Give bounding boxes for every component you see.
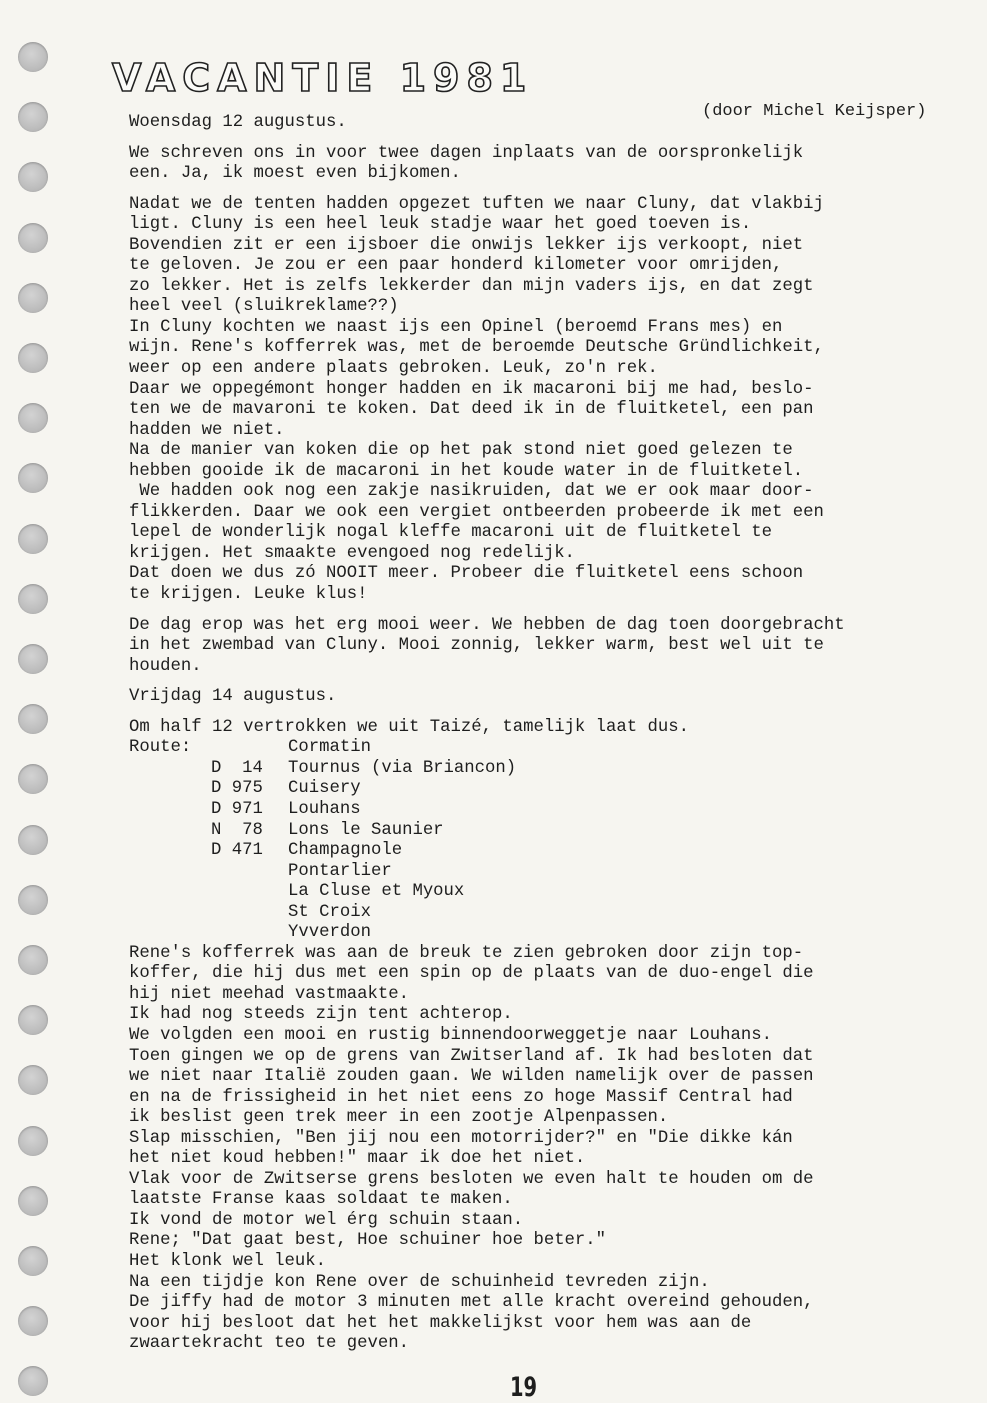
text-line: De dag erop was het erg mooi weer. We hebben de dag toen doorgebracht: [129, 615, 845, 635]
page-title: VACANTIE 1981: [112, 56, 534, 100]
binder-hole-icon: [18, 1126, 48, 1156]
text-line: koffer, die hij dus met een spin op de plaats van de duo-engel die: [129, 964, 814, 984]
route-place: Louhans: [288, 799, 361, 819]
binder-hole-icon: [18, 885, 48, 915]
route-place: La Cluse et Myoux: [288, 882, 465, 902]
binder-hole-icon: [18, 42, 48, 72]
binder-hole-icon: [18, 644, 48, 674]
text-line: Dat doen we dus zó NOOIT meer. Probeer die fluitketel eens schoon: [129, 564, 804, 584]
route-row: [129, 903, 979, 924]
binder-hole-icon: [18, 223, 48, 253]
route-road: D 975: [211, 779, 263, 799]
text-line: Vrijdag 14 augustus.: [129, 687, 337, 707]
binder-hole-icon: [18, 1005, 48, 1035]
route-road: [211, 882, 288, 903]
route-place: Pontarlier: [288, 861, 392, 881]
text-line: Het klonk wel leuk.: [129, 1251, 327, 1271]
text-line: ligt. Cluny is een heel leuk stadje waar het goed toeven is.: [129, 215, 752, 235]
author-credit: (door Michel Keijsper): [702, 102, 927, 121]
route-road: [211, 903, 288, 924]
text-line: heel veel (sluikreklame??): [129, 297, 399, 317]
text-line: te krijgen. Leuke klus!: [129, 585, 368, 605]
binder-hole-icon: [18, 584, 48, 614]
route-row: [129, 759, 979, 780]
text-line: Ik vond de motor wel érg schuin staan.: [129, 1210, 524, 1230]
text-line: We schreven ons in voor twee dagen inplaats van de oorspronkelijk: [129, 143, 804, 163]
binder-hole-icon: [18, 283, 48, 313]
article-body: [129, 113, 979, 1355]
paragraph-gap: [129, 677, 979, 687]
route-road: [211, 738, 288, 759]
text-line: weer op een andere plaats gebroken. Leuk, zo'n rek.: [129, 359, 658, 379]
text-line: ten we de mavaroni te koken. Dat deed ik in de fluitketel, een pan: [129, 400, 814, 420]
text-line: lepel de wonderlijk nogal kleffe macaroni uit de fluitketel te: [129, 523, 772, 543]
text-line: krijgen. Het smaakte evengoed nog redelijk.: [129, 543, 575, 563]
text-line: hebben gooide ik de macaroni in het koude water in de fluitketel.: [129, 461, 804, 481]
binder-hole-icon: [18, 463, 48, 493]
route-label: [129, 821, 211, 842]
binder-hole-icon: [18, 825, 48, 855]
text-block-after-route: [129, 944, 979, 1355]
binder-hole-icon: [18, 524, 48, 554]
text-line: In Cluny kochten we naast ijs een Opinel (beroemd Frans mes) en: [129, 317, 783, 337]
text-line: houden.: [129, 656, 202, 676]
binder-hole-icon: [18, 403, 48, 433]
route-road: [211, 923, 288, 944]
text-line: zo lekker. Het is zelfs lekkerder dan mijn vaders ijs, en dat zegt: [129, 276, 814, 296]
text-line: laatste Franse kaas soldaat te maken.: [129, 1190, 513, 1210]
binder-hole-icon: [18, 1306, 48, 1336]
route-place: Tournus (via Briancon): [288, 758, 517, 778]
binder-hole-icon: [18, 704, 48, 734]
route-place: Champagnole: [288, 841, 403, 861]
text-line: We volgden een mooi en rustig binnendoorweggetje naar Louhans.: [129, 1025, 772, 1045]
text-line: Na de manier van koken die op het pak stond niet goed gelezen te: [129, 441, 793, 461]
text-line: een. Ja, ik moest even bijkomen.: [129, 164, 461, 184]
paragraph-gap: [129, 134, 979, 144]
text-line: zwaartekracht teo te geven.: [129, 1334, 410, 1354]
route-row: [129, 800, 979, 821]
text-line: Vlak voor de Zwitserse grens besloten we even halt te houden om de: [129, 1169, 814, 1189]
text-line: en na de frissigheid in het niet eens zo hoge Massif Central had: [129, 1087, 793, 1107]
paragraph-gap: [129, 606, 979, 616]
binder-hole-icon: [18, 162, 48, 192]
route-label: [129, 841, 211, 862]
text-line: Rene; "Dat gaat best, Hoe schuiner hoe beter.": [129, 1231, 607, 1251]
paragraph-gap: [129, 185, 979, 195]
route-row: [129, 738, 979, 759]
text-line: Slap misschien, "Ben jij nou een motorrijder?" en "Die dikke kán: [129, 1128, 793, 1148]
text-line: De jiffy had de motor 3 minuten met alle kracht overeind gehouden,: [129, 1293, 814, 1313]
route-table: [129, 738, 979, 943]
route-label: [129, 862, 211, 883]
route-label: [129, 759, 211, 780]
binder-hole-icon: [18, 1366, 48, 1396]
route-row: [129, 882, 979, 903]
route-row: [129, 862, 979, 883]
text-line: we niet naar Italië zouden gaan. We wilden namelijk over de passen: [129, 1067, 814, 1087]
binder-hole-icon: [18, 945, 48, 975]
binder-hole-icon: [18, 764, 48, 794]
text-line: Toen gingen we op de grens van Zwitserland af. Ik had besloten dat: [129, 1046, 814, 1066]
text-line: te geloven. Je zou er een paar honderd kilometer voor omrijden,: [129, 256, 783, 276]
binder-hole-icon: [18, 1065, 48, 1095]
text-line: in het zwembad van Cluny. Mooi zonnig, lekker warm, best wel uit te: [129, 636, 824, 656]
route-road: N 78: [211, 820, 263, 840]
page-number: 19: [510, 1372, 538, 1403]
route-label: [129, 800, 211, 821]
text-line: Daar we oppegémont honger hadden en ik macaroni bij me had, beslo-: [129, 379, 814, 399]
binder-hole-icon: [18, 102, 48, 132]
route-row: [129, 779, 979, 800]
text-line: wijn. Rene's kofferrek was, met de beroemde Deutsche Gründlichkeit,: [129, 338, 824, 358]
binder-hole-icon: [18, 1246, 48, 1276]
binder-hole-icon: [18, 343, 48, 373]
text-line: Rene's kofferrek was aan de breuk te zien gebroken door zijn top-: [129, 943, 804, 963]
text-line: hadden we niet.: [129, 420, 285, 440]
text-block-before-route: [129, 113, 979, 738]
route-place: Cormatin: [288, 738, 371, 758]
route-place: Cuisery: [288, 779, 361, 799]
text-line: het niet koud hebben!" maar ik doe het niet.: [129, 1149, 586, 1169]
route-row: [129, 821, 979, 842]
route-place: Lons le Saunier: [288, 820, 444, 840]
route-row: [129, 923, 979, 944]
text-line: We hadden ook nog een zakje nasikruiden, dat we er ook maar door-: [129, 482, 814, 502]
text-line: Ik had nog steeds zijn tent achterop.: [129, 1005, 513, 1025]
route-label: Route:: [129, 738, 192, 758]
route-road: D 971: [211, 799, 263, 819]
text-line: hij niet meehad vastmaakte.: [129, 984, 410, 1004]
route-road: [211, 862, 288, 883]
route-row: [129, 841, 979, 862]
text-line: ik beslist geen trek meer in een zootje Alpenpassen.: [129, 1108, 669, 1128]
binder-hole-icon: [18, 1186, 48, 1216]
route-road: D 471: [211, 841, 263, 861]
route-place: St Croix: [288, 902, 371, 922]
text-line: flikkerden. Daar we ook een vergiet ontbeerden probeerde ik met een: [129, 502, 824, 522]
route-place: Yvverdon: [288, 923, 371, 943]
text-line: voor hij besloot dat het het makkelijkst voor hem was aan de: [129, 1313, 752, 1333]
text-line: Bovendien zit er een ijsboer die onwijs lekker ijs verkoopt, niet: [129, 235, 804, 255]
route-label: [129, 923, 211, 944]
route-label: [129, 779, 211, 800]
route-label: [129, 903, 211, 924]
text-line: Na een tijdje kon Rene over de schuinheid tevreden zijn.: [129, 1272, 710, 1292]
text-line: Woensdag 12 augustus.: [129, 113, 347, 132]
route-label: [129, 882, 211, 903]
paragraph-gap: [129, 708, 979, 718]
text-line: Om half 12 vertrokken we uit Taizé, tamelijk laat dus.: [129, 717, 690, 737]
route-road: D 14: [211, 758, 263, 778]
text-line: Nadat we de tenten hadden opgezet tuften we naar Cluny, dat vlakbij: [129, 194, 824, 214]
